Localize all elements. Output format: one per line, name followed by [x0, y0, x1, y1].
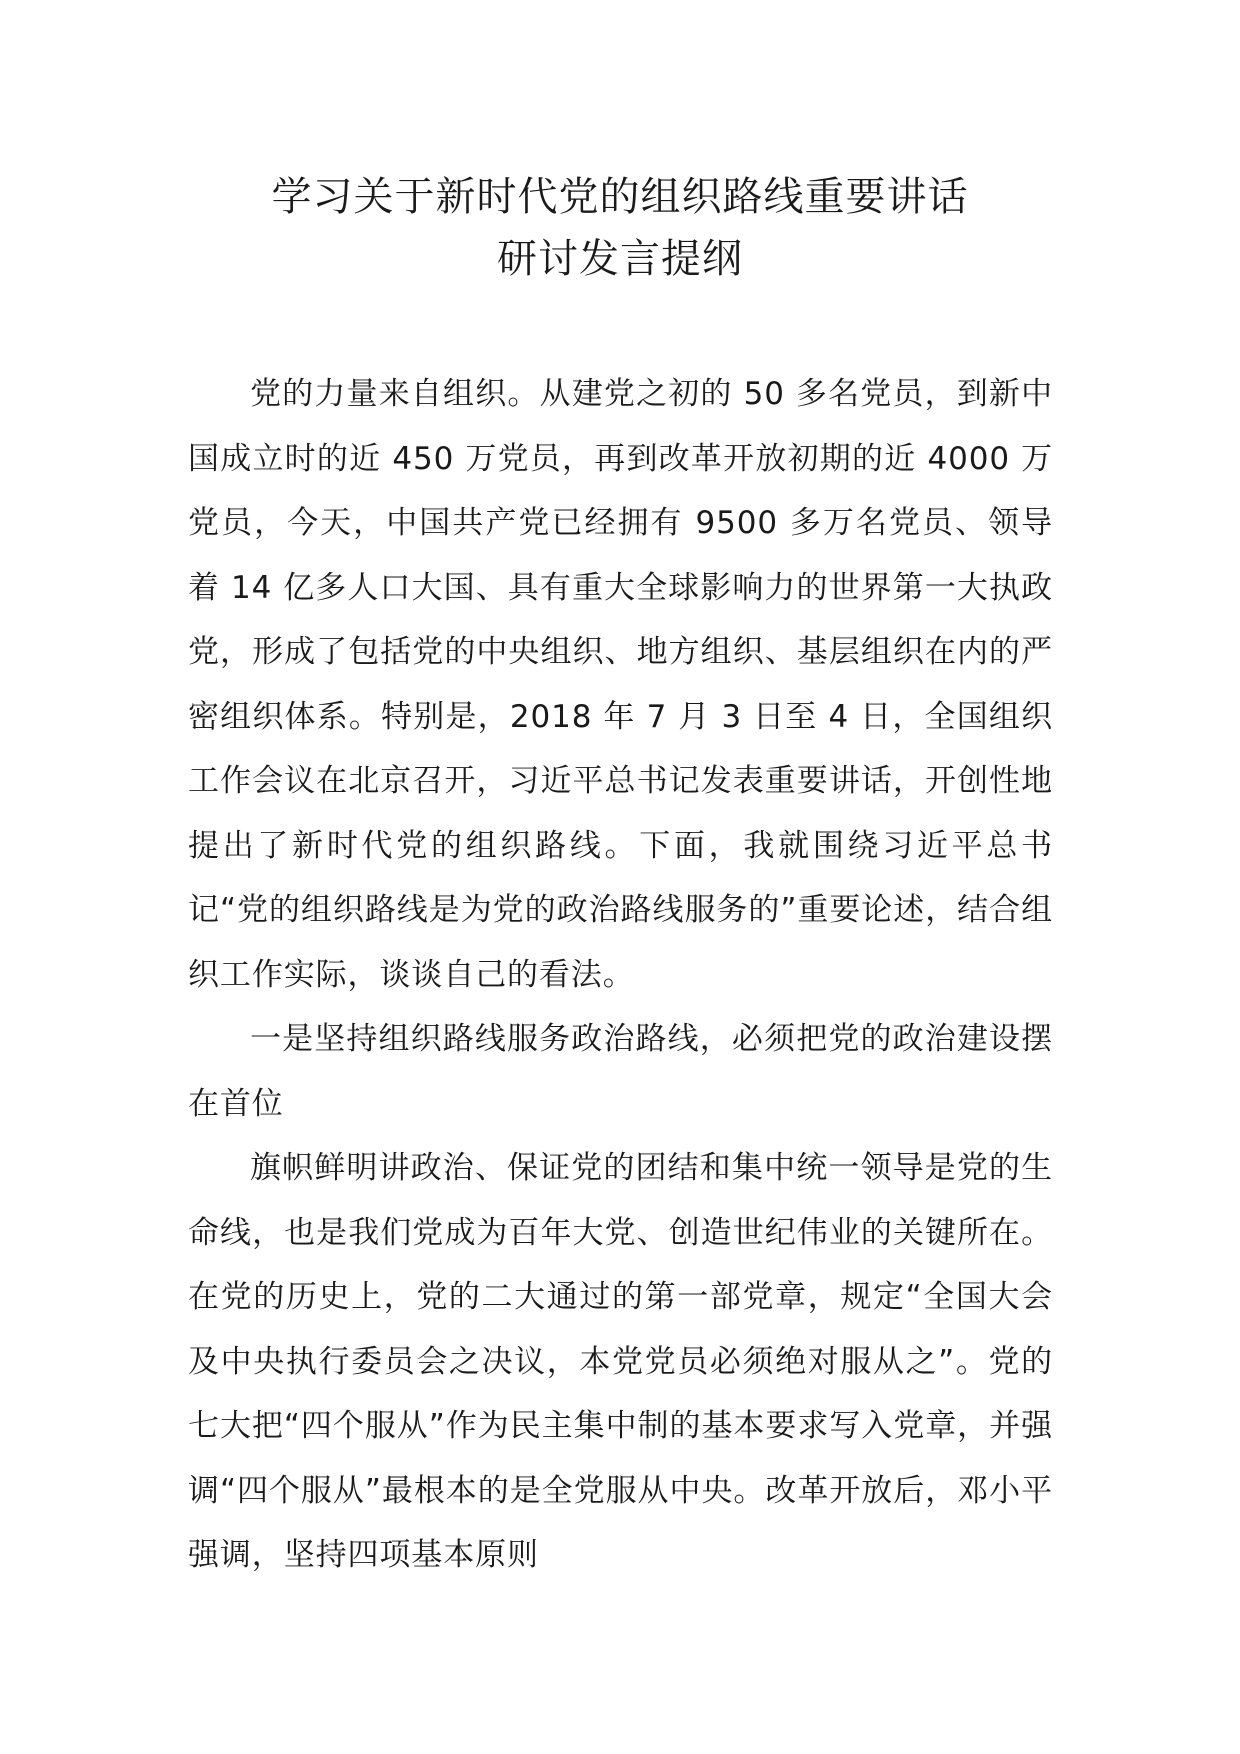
title-line-2: 研讨发言提纲: [497, 236, 743, 282]
paragraph-intro: 党的力量来自组织。从建党之初的 50 多名党员，到新中国成立时的近 450 万党员，再到改革开放初期的近 4000 万党员，今天，中国共产党已经拥有 9500 多万名党员、领导着 14 亿多人口大国、具有重大全球影响力的世界第一大执政党，形成了包括党的中央组织、地方组织、基层组织在内的严密组织体系。特别是，2018 年 7 月 3 日至 4 日，全国组织工作会议在北京召开，习近平总书记发表重要讲话，开创性地提出了新时代党的组织路线。下面，我就围绕习近平总书记“党的组织路线是为党的政治路线服务的”重要论述，结合组织工作实际，谈谈自己的看法。: [188, 376, 1053, 993]
document-title: [0, 166, 1240, 290]
document-body: [188, 362, 1053, 1588]
paragraph-section-1: 旗帜鲜明讲政治、保证党的团结和集中统一领导是党的生命线，也是我们党成为百年大党、创造世纪伟业的关键所在。在党的历史上，党的二大通过的第一部党章，规定“全国大会及中央执行委员会之决议，本党党员必须绝对服从之”。党的七大把“四个服从”作为民主集中制的基本要求写入党章，并强调“四个服从”最根本的是全党服从中央。改革开放后，邓小平强调，坚持四项基本原则: [188, 1150, 1053, 1573]
section-heading-1: 一是坚持组织路线服务政治路线，必须把党的政治建设摆在首位: [188, 1021, 1053, 1122]
title-line-1: 学习关于新时代党的组织路线重要讲话: [271, 174, 969, 220]
